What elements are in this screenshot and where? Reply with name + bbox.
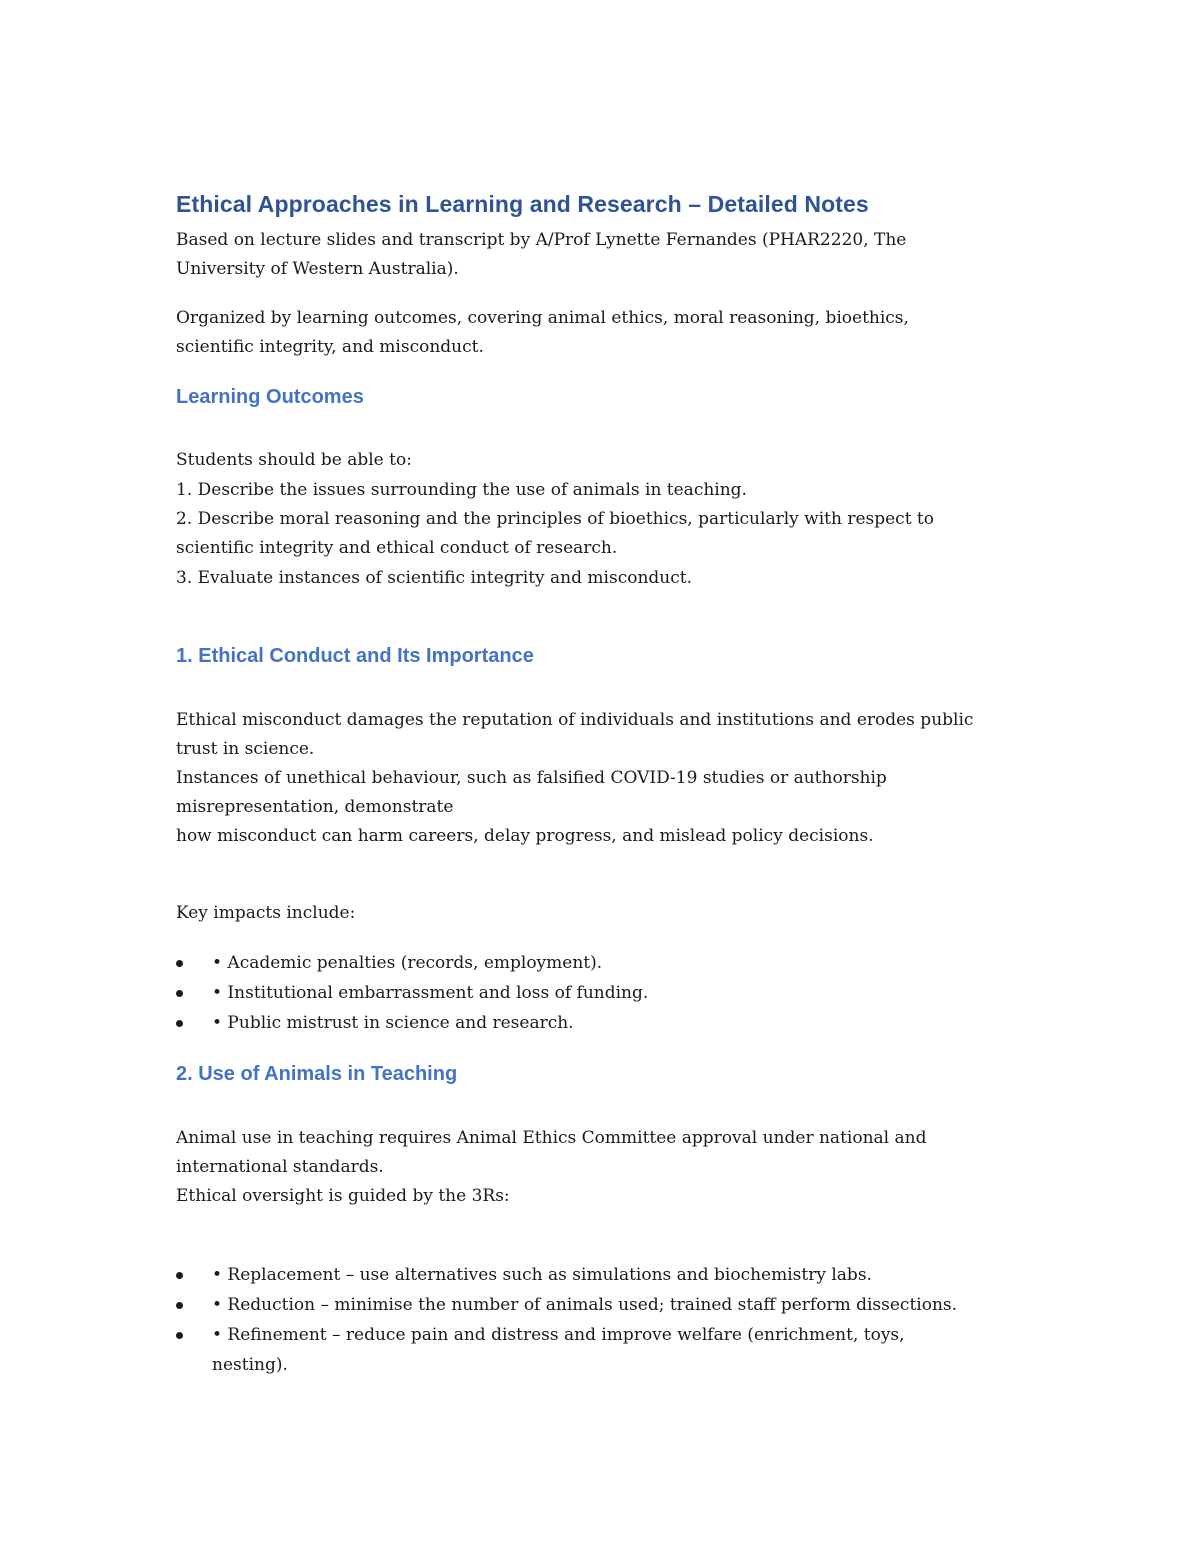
intro-line: University of Western Australia). <box>176 259 459 279</box>
bullet-icon <box>176 1332 183 1339</box>
bullet-icon <box>176 960 183 967</box>
bullet-icon <box>176 1020 183 1027</box>
list-item-text: • Refinement – reduce pain and distress and improve welfare (enrichment, toys, <box>212 1325 905 1345</box>
section2-heading: 2. Use of Animals in Teaching <box>176 1063 458 1085</box>
section1-heading: 1. Ethical Conduct and Its Importance <box>176 645 534 667</box>
intro-line: Organized by learning outcomes, covering animal ethics, moral reasoning, bioethics, <box>176 308 909 328</box>
section1-impacts-lead: Key impacts include: <box>176 903 356 923</box>
list-item-text-continued: nesting). <box>212 1355 288 1375</box>
section1-paragraph-line: misrepresentation, demonstrate <box>176 797 454 817</box>
learning-outcomes-heading: Learning Outcomes <box>176 386 364 408</box>
section1-paragraph-line: trust in science. <box>176 739 315 759</box>
learning-outcome-item: scientific integrity and ethical conduct of research. <box>176 538 618 558</box>
section2-paragraph-line: Animal use in teaching requires Animal Ethics Committee approval under national and <box>176 1128 927 1148</box>
list-item-text: • Reduction – minimise the number of animals used; trained staff perform dissections. <box>212 1295 958 1315</box>
list-item-text: • Replacement – use alternatives such as simulations and biochemistry labs. <box>212 1265 872 1285</box>
section1-paragraph-line: Instances of unethical behaviour, such as falsified COVID-19 studies or authorship <box>176 768 887 788</box>
list-item <box>176 1320 957 1380</box>
section1-paragraph-line: Ethical misconduct damages the reputation of individuals and institutions and erodes public <box>176 710 974 730</box>
section1-bullet-list <box>176 948 648 1038</box>
intro-line: scientific integrity, and misconduct. <box>176 337 484 357</box>
section2-paragraph-line: international standards. <box>176 1157 384 1177</box>
list-item <box>176 1008 648 1038</box>
section2-paragraph-line: Ethical oversight is guided by the 3Rs: <box>176 1186 510 1206</box>
list-item <box>176 948 648 978</box>
list-item-text: • Academic penalties (records, employment). <box>212 953 603 973</box>
list-item-text: • Public mistrust in science and research. <box>212 1013 574 1033</box>
bullet-icon <box>176 1302 183 1309</box>
learning-outcome-item: 2. Describe moral reasoning and the principles of bioethics, particularly with respect to <box>176 509 934 529</box>
section2-bullet-list <box>176 1260 957 1380</box>
bullet-icon <box>176 1272 183 1279</box>
list-item <box>176 978 648 1008</box>
learning-outcomes-lead: Students should be able to: <box>176 450 412 470</box>
intro-line: Based on lecture slides and transcript by A/Prof Lynette Fernandes (PHAR2220, The <box>176 230 907 250</box>
list-item-text: • Institutional embarrassment and loss of funding. <box>212 983 649 1003</box>
list-item <box>176 1260 957 1290</box>
section1-paragraph-line: how misconduct can harm careers, delay progress, and mislead policy decisions. <box>176 826 874 846</box>
learning-outcome-item: 1. Describe the issues surrounding the use of animals in teaching. <box>176 480 747 500</box>
list-item <box>176 1290 957 1320</box>
document-title: Ethical Approaches in Learning and Research – Detailed Notes <box>176 191 869 217</box>
learning-outcome-item: 3. Evaluate instances of scientific integrity and misconduct. <box>176 568 692 588</box>
bullet-icon <box>176 990 183 997</box>
